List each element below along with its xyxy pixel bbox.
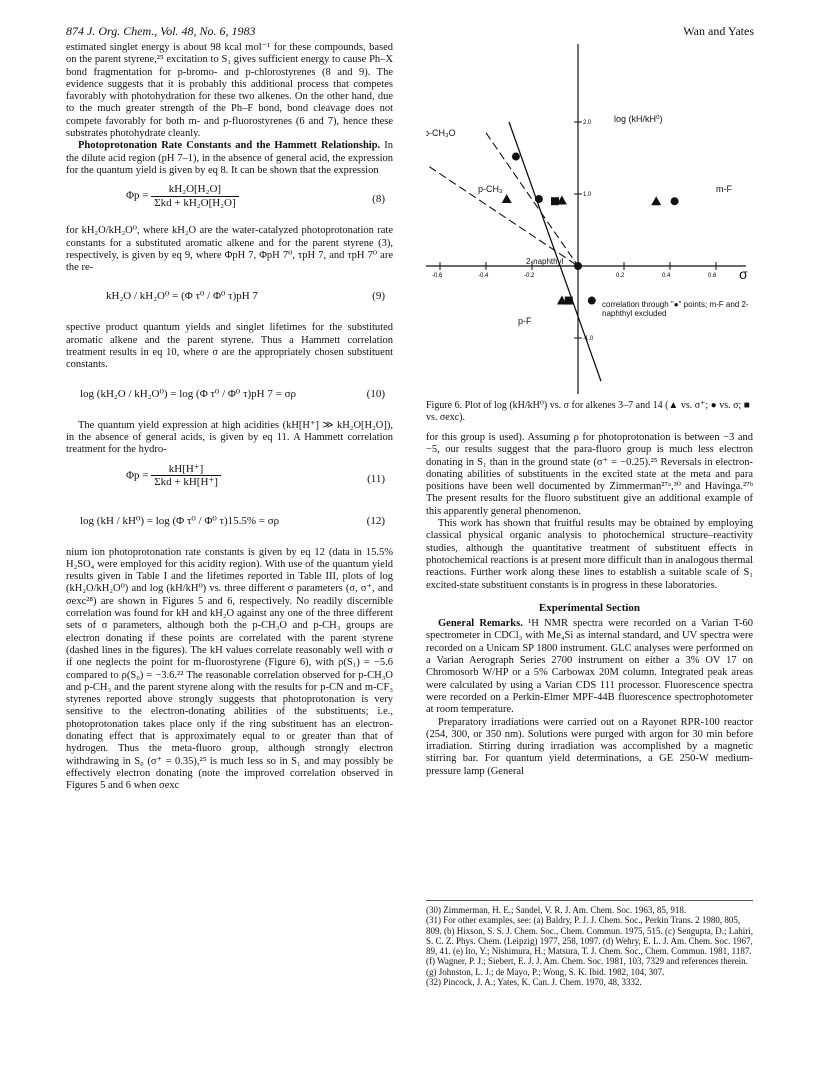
x-tick-label: -0.2 — [524, 273, 535, 279]
y-axis-label: log (kH/kH⁰) — [614, 114, 663, 124]
dashed-line — [486, 133, 578, 266]
equation-8 — [66, 183, 393, 219]
denominator: Σkd + kH₂O[H₂O] — [154, 196, 236, 209]
equation-body: kH₂O / kH₂O⁰ = (Φ τ⁰ / Φ⁰ τ)pH 7 — [106, 290, 258, 303]
annotation — [602, 300, 752, 340]
correlation-line — [509, 122, 601, 381]
subsection-heading: General Remarks. — [438, 618, 523, 630]
equation-number: (12) — [366, 514, 385, 527]
section-title: Experimental Section — [538, 601, 641, 614]
triangle-point — [502, 194, 512, 203]
y-tick-label: 1.0 — [583, 192, 592, 198]
reference: (30) Zimmerman, H. E.; Sandel, V. R. J. Am. Chem. Soc. 1963, 85, 918. — [426, 905, 687, 915]
equation-fraction — [151, 463, 221, 489]
numerator: kH₂O[H₂O] — [151, 183, 238, 196]
denominator: Σkd + kH[H⁺] — [154, 475, 218, 488]
section-heading: Photoprotonation Rate Constants and the Hammett Relationship. — [78, 140, 381, 152]
x-tick-label: 0.4 — [662, 273, 671, 279]
annotation-text: correlation through "●" points; m-F and 2-naphthyl excluded — [602, 300, 749, 318]
y-tick-label: -1.0 — [583, 336, 594, 342]
circle-point — [512, 153, 520, 161]
paragraph: The quantum yield expression at high acidities (kH[H⁺] ≫ kH₂O[H₂O]), in the absence of general acids, is given by eq 11. A Hammett correlation treatment for the hydro- — [66, 419, 393, 456]
figure-caption: Figure 6. Plot of log (kH/kH⁰) vs. σ for alkenes 3–7 and 14 (▲ vs. σ⁺; ● vs. σ; ■ vs. σexc). — [426, 400, 750, 423]
equation-body: log (kH₂O / kH₂O⁰) = log (Φ τ⁰ / Φ⁰ τ)pH 7 = σρ — [80, 387, 296, 400]
circle-point — [671, 197, 679, 205]
reference: (32) Pincock, J. A.; Yates, K. Can. J. Chem. 1970, 48, 3332. — [426, 977, 642, 988]
triangle-point — [651, 196, 661, 205]
equation-number: (11) — [367, 472, 385, 485]
label-p-ch3o: p-CH₃O — [426, 128, 456, 138]
equation-fraction — [151, 183, 238, 209]
equation-number: (10) — [366, 387, 385, 400]
x-tick-label: 0.6 — [708, 273, 717, 279]
label-p-f: p-F — [518, 316, 532, 326]
paragraph — [66, 140, 393, 177]
equation-11 — [66, 463, 393, 499]
square-point — [551, 197, 559, 205]
paragraph-text: ¹H NMR spectra were recorded on a Varian T-60 spectrometer in CDCl₃ with Me₄Si as internal standard, and UV spectra were recorded on a Unicam SP 1800 instrument. GLC analyses were performed on a Varian Aerograph Series 2700 instrument on either a 3% OV 17 on Chromosorb W/HP or a 5% Carbowax 20M column. Integrated peak areas were calculated by using a Varian CDS 111 processor. Fluorescence spectra were recorded on a Perkin-Elmer MPF-44B fluorescence spectrophotometer at room temperature. — [426, 618, 754, 716]
paragraph: estimated singlet energy is about 98 kcal mol⁻¹ for these compounds, based on the parent styrene,²⁵ excitation to S₁ gives sufficient energy to cause Ph–X bond fragmentation for p-bromo- and p-chlorostyrenes (8 and 9). The evidence suggests that it is probably this additional process that competes favorably with photohydration for these two alkenes. On the other hand, due to the much greater strength of the Ph–F bond, bond cleavage does not compete favorably for both m- and p-fluorostyrenes (6 and 7), hence these substrates photohydrate cleanly. — [66, 42, 393, 140]
paragraph: Preparatory irradiations were carried out on a Rayonet RPR-100 reactor (254, 300, or 350 nm). Solutions were purged with argon for 30 min before irradiation. Stirring during irradiation was accomplished by a magnetic stirring bar. For quantum yield determinations, a GE 250-W medium-pressure lamp (General — [426, 716, 753, 777]
equation-9 — [66, 280, 393, 316]
page-header-right: Wan and Yates — [683, 24, 754, 38]
label-p-ch3: p-CH₃ — [478, 184, 503, 194]
paragraph-text: In the dilute acid region (pH 7–1), in the absence of general acid, the expression for the quantum yield is given by eq 8. It can be shown that the expression — [66, 140, 394, 176]
label-2-naphthyl: 2-naphthyl — [526, 257, 564, 266]
paragraph: nium ion photoprotonation rate constants is given by eq 12 (data in 15.5% H₂SO₄ were employed for this acidity region). With use of the quantum yield results given in Table I and the lifetimes reported in Table III, plots of log (kH₂O/kH₂O⁰) and log (kH/kH⁰) vs. three different σ parameters (σ, σ⁺, and σexc²⁸) are shown in Figures 5 and 6, respectively. No readily discernible correlation was found for kH and kH₂O against any one of the three different sets of σ parameters, although both the p-CH₃O and p-CH₃ groups are electron donating if these points are correlated with the parent styrene (dashed lines in the figures). The kH values correlate reasonably well with σ if one neglects the point for m-fluorostyrene (Figure 6), with ρ(S₁) = −5.6 compared to ρ(S₀) = −3.6.²² The reasonable correlation observed for p-CH₃O and p-CH₃ and the parent styrene along with the results for p-CN and m-CF₃ styrenes reported above strongly suggests that photoprotonation is very sensitive to the electron-donating abilities of the substituents; i.e., photoprotonation takes place only if the ring substituent has an electron-donating effect that is approximately equal to or greater than that of hydrogen. Thus the meta-fluoro group, although strongly electron withdrawing in S₀ (σ⁺ = 0.35),²⁵ is much less so in S₁ and may possibly be effectively electron donating (note the improved correlation observed in Figures 5 and 6 when σexc — [66, 546, 393, 792]
references — [426, 900, 753, 987]
figure-6 — [426, 38, 753, 408]
numerator: kH[H⁺] — [151, 463, 221, 476]
paragraph: spective product quantum yields and singlet lifetimes for the substituted aromatic alkene and the parent styrene. Thus a Hammett correlation treatment results in eq 10, where σ are the appropriately chosen substituent constants. — [66, 322, 393, 371]
right-column — [426, 432, 753, 778]
equation-10 — [66, 378, 393, 414]
equation-lhs: Φp = — [126, 189, 149, 202]
x-tick-label: 0.2 — [616, 273, 625, 279]
paragraph: for this group is used). Assuming ρ for photoprotonation is between −3 and −5, our results suggest that the para-fluoro group is much less electron donating in S₁ than in the ground state (σ⁺ = −0.25).²⁵ Reversals in electron-donating abilities of substituents in the excited state at the meta and para positions have been well documented by Zimmerman²⁷ᵃ,³⁰ and Havinga.²⁷ᵇ The present results for the fluoro substituent give an additional example of this apparently general phenomenon. — [426, 432, 753, 517]
equation-number: (8) — [372, 193, 385, 206]
circle-point — [535, 195, 543, 203]
x-axis-symbol: σ — [739, 266, 748, 282]
x-tick-label: -0.6 — [432, 273, 443, 279]
equation-body: log (kH / kH⁰) = log (Φ τ⁰ / Φ⁰ τ)15.5% = σρ — [80, 514, 280, 527]
page-header-left: 874 J. Org. Chem., Vol. 48, No. 6, 1983 — [66, 24, 256, 38]
x-tick-label: -0.4 — [478, 273, 489, 279]
circle-point — [574, 262, 582, 270]
paragraph: This work has shown that fruitful results may be obtained by employing classical physical organic analysis to photochemical structure–reactivity studies, although the quantitative treatment of substituent effects in photochemical reactions is at present more difficult than in analogous thermal reactions. Further work along these lines to establish a suitable scale of S₁ excited-state substituent constants is in progress in these laboratories. — [426, 518, 753, 591]
reference: (31) For other examples, see: (a) Baldry, P. J. J. Chem. Soc., Perkin Trans. 2 1980, 805, 809. (b) Hixson, S. S. J. Chem. Soc., Chem. Commun. 1975, 515. (c) Sengupta, D.; Lahiri, S. C. Z. Phys. Chem. (Leipzig) 1977, 258, 1097. (d) Wehry, E. L. J. Am. Chem. Soc. 1967, 89, 41. (e) Ito, Y.; Nishimura, H.; Matsura, T. J. Chem. Soc., Chem. Commun. 1981, 1187. (f) Wagner, P. J.; Siebert, E. J. J. Am. Chem. Soc. 1981, 103, 7329 and references therein. (g) Johnston, L. J.; de Mayo, P.; Wong, S. K. Ibid. 1982, 104, 307. — [426, 915, 753, 977]
label-m-f: m-F — [716, 184, 732, 194]
equation-12 — [66, 505, 393, 541]
paragraph — [426, 618, 753, 716]
paragraph: for kH₂O/kH₂O⁰, where kH₂O are the water-catalyzed photoprotonation rate constants for a substituted aromatic alkene and for the parent styrene (3), respectively, is given by eq 9, where ΦpH 7, ΦpH 7⁰, τpH 7, and τpH 7⁰ are the re- — [66, 225, 393, 274]
y-tick-label: 2.0 — [583, 120, 592, 126]
equation-number: (9) — [372, 290, 385, 303]
circle-point — [588, 297, 596, 305]
scatter-plot — [426, 38, 753, 400]
square-point — [565, 297, 573, 305]
left-column — [66, 42, 393, 792]
equation-lhs: Φp = — [126, 468, 149, 481]
